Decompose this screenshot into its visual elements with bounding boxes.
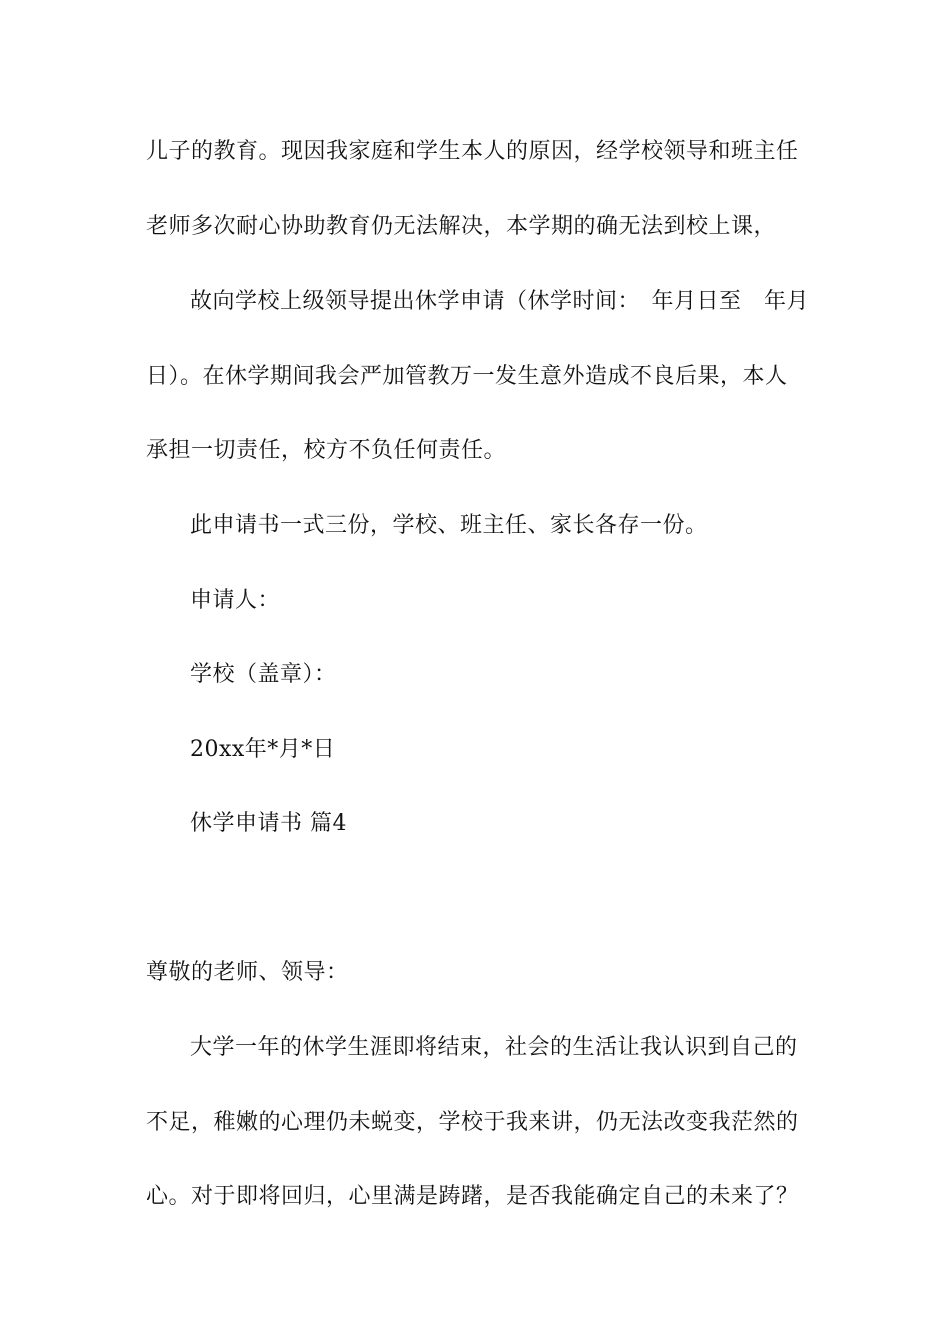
- paragraph-line: 承担一切责任，校方不负任何责任。: [146, 438, 507, 463]
- school-seal-label: 学校（盖章）：: [190, 662, 337, 687]
- applicant-label: 申请人：: [190, 588, 281, 613]
- paragraph-line: 心。对于即将回归，心里满是踌躇，是否我能确定自己的未来了？: [146, 1184, 799, 1209]
- paragraph-line: 儿子的教育。现因我家庭和学生本人的原因，经学校领导和班主任: [146, 139, 799, 164]
- date-line: 20xx年*月*日: [190, 737, 336, 762]
- paragraph-line: 此申请书一式三份，学校、班主任、家长各存一份。: [190, 513, 708, 538]
- paragraph-line: 日）。在休学期间我会严加管教万一发生意外造成不良后果，本人: [146, 364, 788, 389]
- paragraph-line: 不足，稚嫩的心理仍未蜕变，学校于我来讲，仍无法改变我茫然的: [146, 1110, 799, 1135]
- paragraph-line: 大学一年的休学生涯即将结束，社会的生活让我认识到自己的: [190, 1035, 798, 1060]
- section-title: 休学申请书 篇4: [190, 811, 347, 836]
- salutation: 尊敬的老师、领导：: [146, 960, 349, 985]
- paragraph-line: 老师多次耐心协助教育仍无法解决，本学期的确无法到校上课，: [146, 214, 777, 239]
- paragraph-line: 故向学校上级领导提出休学申请（休学时间： 年月日至 年月: [190, 289, 810, 314]
